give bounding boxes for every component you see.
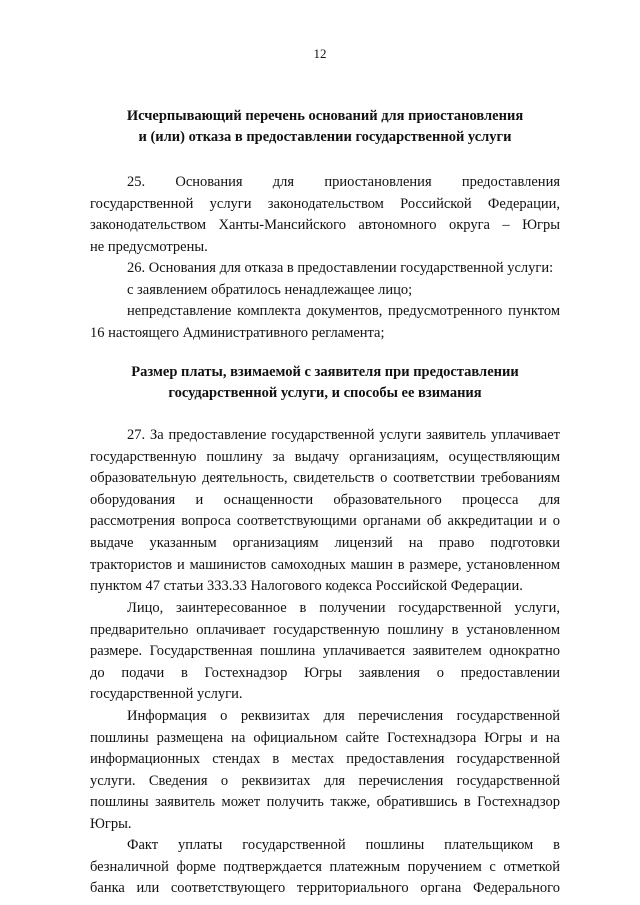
- text-line: 26. Основания для отказа в предоставлении государственной услуги:: [127, 260, 554, 276]
- text-line: непредставление комплекта документов, предусмотренного пунктом: [127, 303, 560, 320]
- text-line: пошлины размещена на официальном сайте Гостехнадзора Югры и на: [90, 729, 560, 746]
- text-line: до подачи в Гостехнадзор Югры заявления о предоставлении: [90, 664, 560, 681]
- text-line: Факт уплаты государственной пошлины плательщиком в: [127, 837, 560, 853]
- text-line: информационных стендах в местах предоставления государственной: [90, 751, 560, 768]
- text-line: не предусмотрены.: [90, 238, 208, 255]
- text-line: государственной услуги законодательством Российской Федерации,: [90, 195, 560, 212]
- paragraph-fee-payment: [90, 598, 560, 706]
- text-line: пунктом 47 статьи 333.33 Налогового кодекса Российской Федерации.: [90, 578, 523, 595]
- text-line: Лицо, заинтересованное в получении государственной услуги,: [127, 600, 560, 616]
- text-line: с заявлением обратилось ненадлежащее лицо;: [127, 281, 413, 298]
- text-line: образовательную деятельность, свидетельств о соответствии требованиям: [90, 470, 560, 487]
- text-line: услуги. Сведения о реквизитах для перечисления государственной: [90, 772, 560, 789]
- text-line: безналичной форме подтверждается платежным поручением с отметкой: [90, 858, 560, 875]
- text-line: рассмотрения вопроса соответствующими органами об аккредитации и о: [90, 513, 560, 530]
- paragraph-26: [90, 258, 560, 344]
- heading-line: Исчерпывающий перечень оснований для приостановления: [126, 108, 524, 124]
- paragraph-25: [90, 172, 560, 258]
- paragraph-payment-proof: [90, 835, 560, 900]
- text-line: оборудования и оснащенности образовательного процесса для: [90, 491, 560, 508]
- text-line: предварительно оплачивает государственную пошлину в установленном: [90, 621, 560, 638]
- text-line: выдаче указанным организациям лицензий на право подготовки: [90, 534, 560, 551]
- text-line: 25. Основания для приостановления предоставления: [127, 174, 560, 190]
- text-line: Югры.: [90, 815, 132, 832]
- text-line: 27. За предоставление государственной услуги заявитель уплачивает: [127, 427, 560, 443]
- text-line: трактористов и машинистов самоходных машин в размере, установленном: [90, 556, 560, 573]
- section-heading-grounds: [90, 106, 560, 148]
- page-number: 12: [313, 46, 327, 61]
- text-line: государственной услуги.: [90, 686, 243, 703]
- text-line: законодательством Ханты-Мансийского автономного округа – Югры: [90, 217, 560, 234]
- text-line: размере. Государственная пошлина уплачивается заявителем однократно: [90, 643, 560, 660]
- heading-line: Размер платы, взимаемой с заявителя при предоставлении: [131, 364, 519, 380]
- section-heading-fee: [90, 362, 560, 404]
- text-line: государственную пошлину за выдачу организациям, осуществляющим: [90, 448, 560, 465]
- paragraph-27: [90, 425, 560, 598]
- text-line: банка или соответствующего территориального органа Федерального: [90, 880, 560, 897]
- heading-line: государственной услуги, и способы ее взимания: [168, 385, 482, 401]
- paragraph-requisites: [90, 706, 560, 836]
- text-line: пошлины заявитель может получить также, обратившись в Гостехнадзор: [90, 794, 560, 811]
- heading-line: и (или) отказа в предоставлении государственной услуги: [138, 129, 512, 145]
- text-line: Информация о реквизитах для перечисления государственной: [127, 708, 560, 724]
- text-line: 16 настоящего Административного регламента;: [90, 324, 385, 341]
